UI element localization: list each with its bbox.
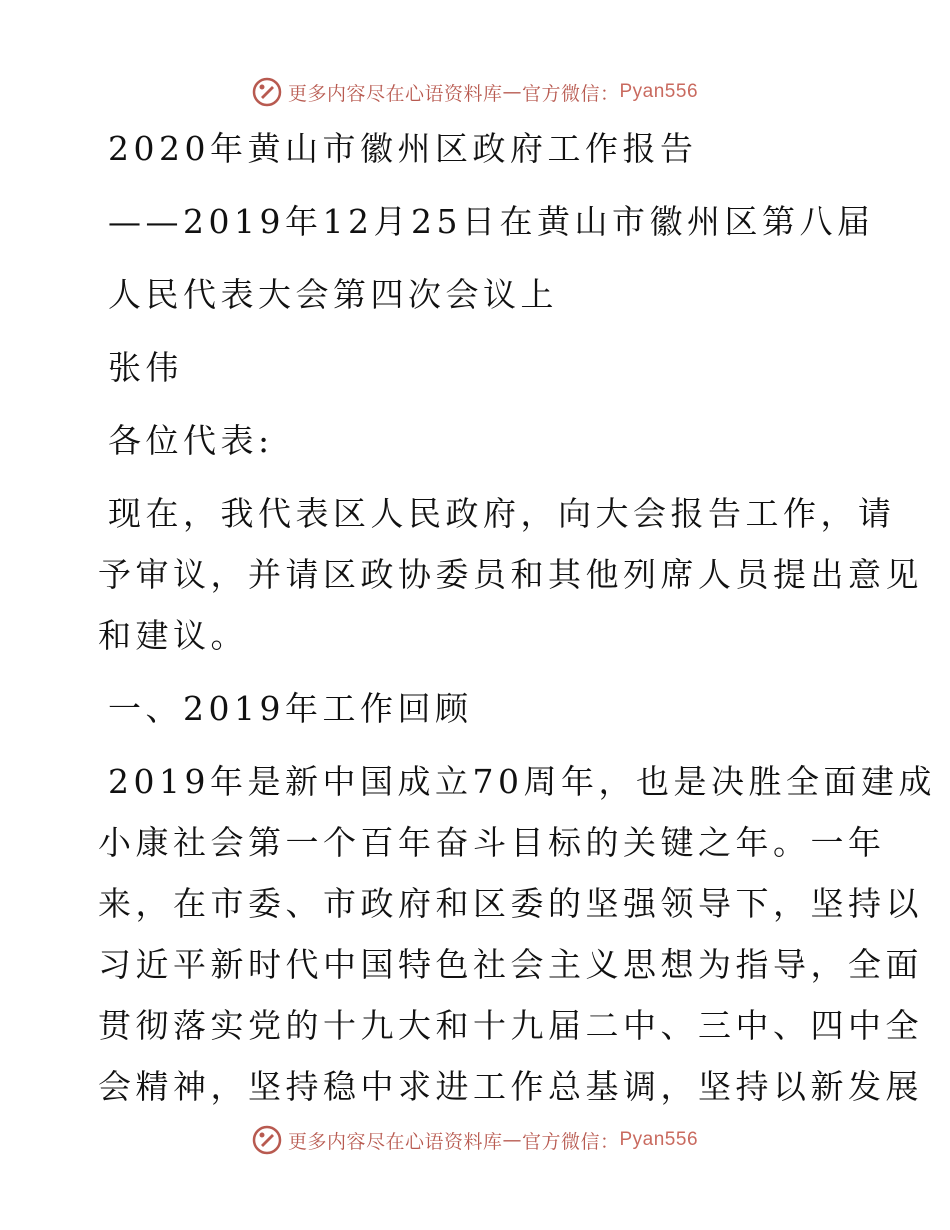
watermark-separator: — — [502, 81, 522, 103]
intro-line: 予审议，并请区政协委员和其他列席人员提出意见 — [98, 555, 923, 594]
watermark-suffix: 官方微信： — [521, 82, 620, 105]
body-line: 来，在市委、市政府和区委的坚强领导下，坚持以 — [98, 884, 923, 923]
document-salutation: 各位代表: — [108, 421, 274, 460]
document-body — [98, 118, 936, 1117]
body-paragraph — [98, 751, 936, 1117]
body-line: 习近平新时代中国特色社会主义思想为指导，全面 — [98, 945, 923, 984]
intro-line: 现在，我代表区人民政府，向大会报告工作，请 — [108, 494, 896, 533]
watermark-separator: — — [502, 1129, 522, 1151]
header-watermark — [0, 72, 950, 112]
section-heading: 一、2019年工作回顾 — [108, 689, 473, 728]
watermark-text: 更多内容尽在心语资料库 — [287, 1130, 503, 1153]
watermark-wechat-id: Pyan556 — [619, 1129, 699, 1150]
watermark-text: 更多内容尽在心语资料库 — [287, 82, 503, 105]
intro-paragraph — [98, 483, 923, 666]
document-subtitle-line2: 人民代表大会第四次会议上 — [108, 275, 558, 314]
document-author: 张伟 — [108, 348, 183, 387]
seal-logo-icon — [252, 77, 282, 107]
body-line: 会精神，坚持稳中求进工作总基调，坚持以新发展 — [98, 1067, 923, 1106]
document-subtitle-line1: ——2019年12月25日在黄山市徽州区第八届 — [108, 202, 875, 241]
footer-watermark — [0, 1120, 950, 1160]
body-line: 小康社会第一个百年奋斗目标的关键之年。一年 — [98, 823, 886, 862]
watermark-suffix: 官方微信： — [521, 1130, 620, 1153]
intro-line: 和建议。 — [98, 616, 248, 655]
seal-logo-icon — [252, 1125, 282, 1155]
body-line: 贯彻落实党的十九大和十九届二中、三中、四中全 — [98, 1006, 923, 1045]
document-title: 2020年黄山市徽州区政府工作报告 — [108, 129, 698, 168]
watermark-wechat-id: Pyan556 — [619, 81, 699, 102]
body-line: 2019年是新中国成立70周年，也是决胜全面建成 — [108, 762, 936, 801]
